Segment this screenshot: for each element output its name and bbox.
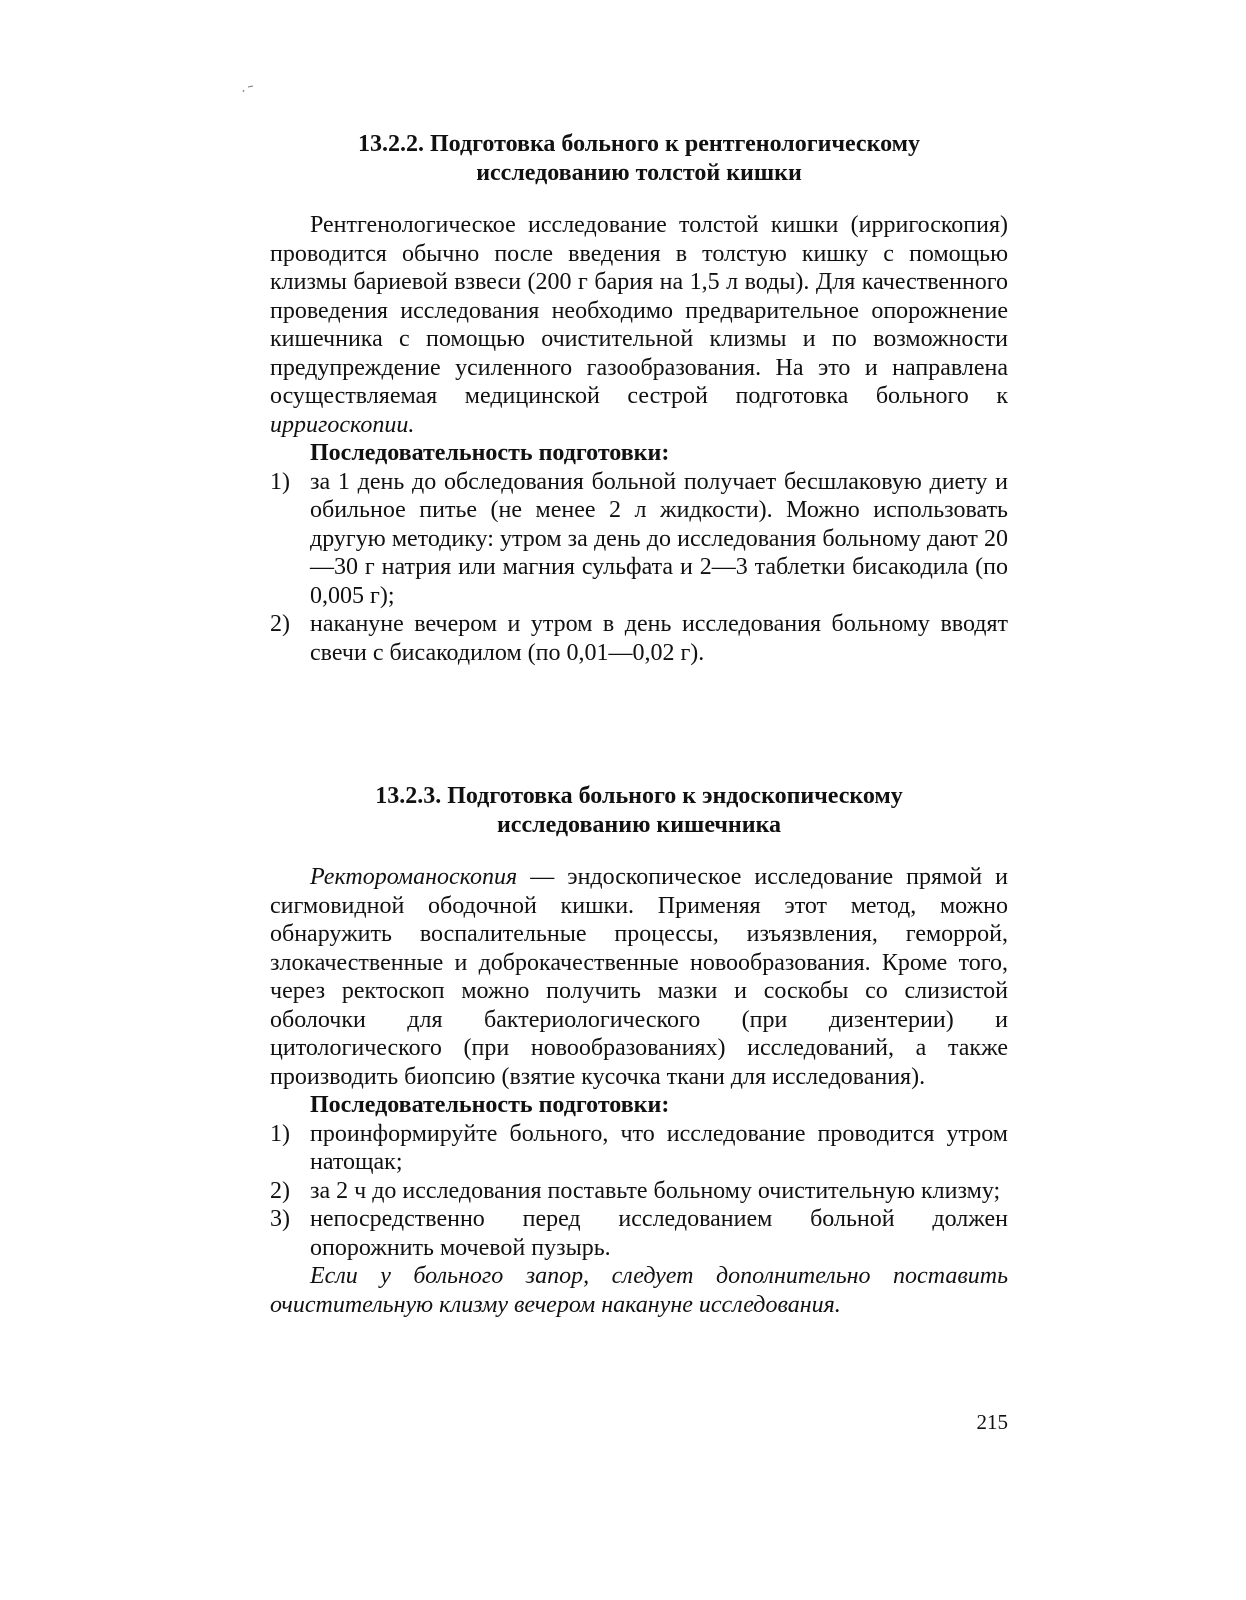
- list-item: [270, 1120, 1008, 1177]
- list-text: непосредственно перед исследованием больной должен опорожнить мочевой пузырь.: [310, 1206, 1008, 1261]
- list-text: за 1 день до обследования больной получает бесшлаковую диету и обильное питье (не менее 2 л жидкости). Можно использовать другую методику: утром за день до исследования больному дают 20—30 г натрия или магния сульфата и 2—3 таблетки бисакодила (по 0,005 г);: [310, 468, 1008, 609]
- section-title-line-1: 13.2.3. Подготовка больного к эндоскопическому: [375, 783, 903, 809]
- list-number: 2): [270, 611, 290, 637]
- scan-speck: [240, 84, 254, 94]
- list-number: 2): [270, 1177, 290, 1204]
- paragraph-text: — эндоскопическое исследование прямой и сигмовидной ободочной кишки. Применяя этот метод, можно обнаружить воспалительные процессы, изъязвления, геморрой, злокачественные и доброкачественные новообразования. Кроме того, через ректоскоп можно получить мазки и соскобы со слизистой оболочки для бактериологического (при дизентерии) и цитологического (при новообразованиях) исследований, а также производить биопсию (взятие кусочка ткани для исследования).: [270, 864, 1008, 1090]
- section-13-2-3: [270, 782, 1008, 1319]
- section-title-13-2-2: [270, 130, 1008, 188]
- section-title-line-2: исследованию толстой кишки: [476, 160, 802, 186]
- list-item: [270, 1177, 1008, 1206]
- list-text: накануне вечером и утром в день исследования больному вводят свечи с бисакодилом (по 0,01—0,02 г).: [310, 611, 1008, 666]
- section-13-2-2: [270, 130, 1008, 667]
- closing-paragraph: Если у больного запор, следует дополнительно поставить очистительную клизму вечером накануне исследования.: [270, 1263, 1008, 1318]
- subheading: Последовательность подготовки:: [310, 440, 670, 466]
- numbered-list: [270, 468, 1008, 668]
- list-number: 1): [270, 1120, 290, 1147]
- section-title-line-2: исследованию кишечника: [496, 812, 782, 838]
- paragraph-text: Рентгенологическое исследование толстой кишки (ирригоскопия) проводится обычно после введения в толстую кишку с помощью клизмы бариевой взвеси (200 г бария на 1,5 л воды). Для качественного проведения исследования необходимо предварительное опорожнение кишечника с помощью очистительной клизмы и по возможности предупреждение усиленного газообразования. На это и направлена осуществляемая медицинской сестрой подготовка больного к: [270, 212, 1008, 409]
- numbered-list: [270, 1120, 1008, 1263]
- page-number: 215: [976, 1410, 1008, 1434]
- section-title-13-2-3: [270, 782, 1008, 840]
- list-number: 1): [270, 468, 290, 495]
- paragraph-italic-term: ирригоскопии.: [270, 411, 415, 438]
- list-text: проинформируйте больного, что исследование проводится утром натощак;: [310, 1120, 1008, 1175]
- list-item: [270, 1205, 1008, 1262]
- list-item: [270, 610, 1008, 667]
- section-title-line-1: 13.2.2. Подготовка больного к рентгенологическому: [358, 131, 920, 157]
- list-number: 3): [270, 1206, 290, 1232]
- body-paragraph: [270, 211, 1008, 439]
- subheading: Последовательность подготовки:: [310, 1092, 670, 1118]
- list-text: за 2 ч до исследования поставьте больному очистительную клизму;: [310, 1177, 1001, 1204]
- body-paragraph: [270, 863, 1008, 1091]
- list-item: [270, 468, 1008, 611]
- paragraph-italic-term: Ректороманоскопия: [310, 864, 518, 890]
